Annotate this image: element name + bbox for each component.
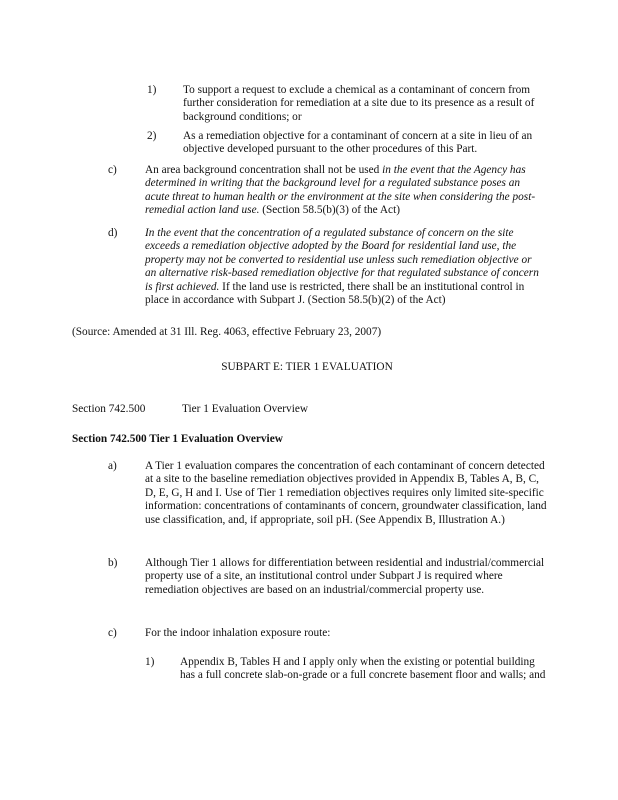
toc-section-title: Tier 1 Evaluation Overview xyxy=(182,403,309,415)
item-1-text: To support a request to exclude a chemical as a contaminant of concern from further consideration for remediation at a site due to its presence as a result of background conditions; or xyxy=(183,84,535,123)
sec-c-1-label: 1) xyxy=(145,656,155,668)
toc-section-number: Section 742.500 xyxy=(72,403,146,415)
para-c-italic-1: in the event that the Agency has determined in writing that the background level for a regulated substance poses an acute threat to human health or the environment at the site when considering the post-remedial action land use. xyxy=(145,164,536,217)
item-1-label: 1) xyxy=(147,84,157,96)
toc-entry xyxy=(72,403,542,416)
item-2-text: As a remediation objective for a contaminant of concern at a site in lieu of an objective developed pursuant to the other procedures of this Part. xyxy=(183,130,533,156)
para-c-label: c) xyxy=(108,164,117,176)
sec-c-label: c) xyxy=(108,627,117,639)
para-d-label: d) xyxy=(108,227,118,239)
sec-c-text: For the indoor inhalation exposure route: xyxy=(145,627,331,639)
source-note: (Source: Amended at 31 Ill. Reg. 4063, effective February 23, 2007) xyxy=(72,326,382,338)
para-c-plain-2: (Section 58.5(b)(3) of the Act) xyxy=(259,204,400,217)
section-heading: Section 742.500 Tier 1 Evaluation Overview xyxy=(72,433,283,445)
sec-b-label: b) xyxy=(108,557,118,569)
sec-b-text: Although Tier 1 allows for differentiation between residential and industrial/commercial property use of a site, an institutional control under Subpart J is required where remediation objectives are based on an industrial/commercial property use. xyxy=(145,557,545,596)
para-d-text xyxy=(145,227,545,307)
sec-a-text: A Tier 1 evaluation compares the concentration of each contaminant of concern detected at a site to the baseline remediation objectives provided in Appendix B, Tables A, B, C, D, E, G, H and I. Use of Tier 1 remediation objectives requires only limited site-specific information: concentrations of contaminants of concern, groundwater classification, land use classification, and, if appropriate, soil pH. (See Appendix B, Illustration A.) xyxy=(145,460,547,526)
subpart-title: SUBPART E: TIER 1 EVALUATION xyxy=(221,361,393,373)
para-d-italic-1: In the event that the concentration of a regulated substance of concern on the site exceeds a remediation objective adopted by the Board for residential land use, the property may not be converted to residential use unless such remediation objective or an alternative risk-based remediation objective for that regulated substance of concern is first achieved. xyxy=(145,227,539,293)
sec-c-1-text: Appendix B, Tables H and I apply only when the existing or potential building has a full concrete slab-on-grade or a full concrete basement floor and walls; and xyxy=(180,656,546,682)
item-2-label: 2) xyxy=(147,130,157,142)
para-c-plain-1: An area background concentration shall not be used xyxy=(145,164,383,176)
para-c-text xyxy=(145,164,545,218)
para-d-plain-1: If the land use is restricted, there shall be an institutional control in place in accordance with Subpart J. (Section 58.5(b)(2) of the Act) xyxy=(145,280,525,307)
sec-a-label: a) xyxy=(108,460,117,472)
